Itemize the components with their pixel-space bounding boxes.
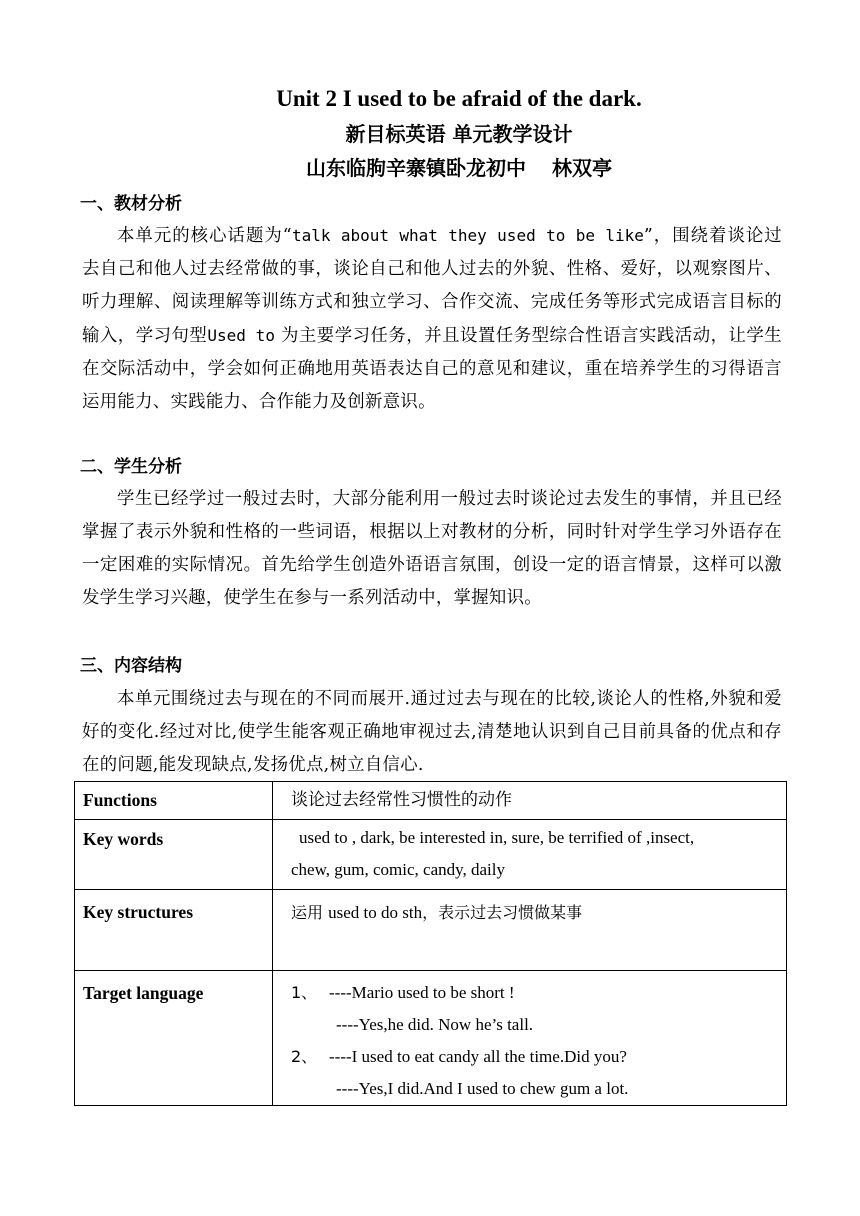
target-language-value xyxy=(273,971,787,1106)
school-author-line xyxy=(0,154,860,182)
section-heading-textbook-analysis: 一、教材分析 xyxy=(80,194,182,214)
dialogue-2-answer: ----Yes,I did.And I used to chew gum a lot. xyxy=(336,1079,629,1098)
functions-value: 谈论过去经常性习惯性的动作 xyxy=(273,782,787,820)
section-heading-content-structure: 三、内容结构 xyxy=(80,656,182,676)
key-words-value xyxy=(273,820,787,890)
author-name: 林双亭 xyxy=(552,156,612,180)
document-subtitle: 新目标英语 单元教学设计 xyxy=(345,122,573,146)
unit-summary-table xyxy=(74,781,787,1106)
dialogue-1-question: 1、 ----Mario used to be short ! xyxy=(291,983,515,1002)
key-words-label: Key words xyxy=(75,820,273,890)
section-text-student-analysis: 学生已经学过一般过去时，大部分能利用一般过去时谈论过去发生的事情，并且已经掌握了表示外貌和性格的一些词语，根据以上对教材的分析，同时针对学生学习外语存在一定困难的实际情况。首先给学生创造外语语言氛围，创设一定的语言情景，这样可以激发学生学习兴趣，使学生在参与一系列活动中，掌握知识。 xyxy=(82,489,782,608)
key-words-line-1: used to , dark, be interested in, sure, be terrified of ,insect, xyxy=(299,828,695,847)
key-words-line-2: chew, gum, comic, candy, daily xyxy=(291,860,506,879)
unit-title: Unit 2 I used to be afraid of the dark. xyxy=(276,86,642,111)
section-heading-student-analysis: 二、学生分析 xyxy=(80,457,182,477)
key-structures-value: 运用 used to do sth，表示过去习惯做某事 xyxy=(273,890,787,971)
target-language-label: Target language xyxy=(75,971,273,1106)
table-row-target-language xyxy=(75,971,787,1106)
dialogue-2-question: 2、 ----I used to eat candy all the time.Did you? xyxy=(291,1047,627,1066)
table-row-key-words xyxy=(75,820,787,890)
table-row-key-structures xyxy=(75,890,787,971)
section-text-textbook-analysis: 本单元的核心话题为“talk about what they used to be like”，围绕着谈论过去自己和他人过去经常做的事，谈论自己和他人过去的外貌、性格、爱好，以观察图片、听力理解、阅读理解等训练方式和独立学习、合作交流、完成任务等形式完成语言目标的输入，学习句型Used to 为主要学习任务，并且设置任务型综合性语言实践活动，让学生在交际活动中，学会如何正确地用英语表达自己的意见和建议，重在培养学生的习得语言运用能力、实践能力、合作能力及创新意识。 xyxy=(82,226,782,412)
dialogue-1-answer: ----Yes,he did. Now he’s tall. xyxy=(336,1015,534,1034)
functions-label: Functions xyxy=(75,782,273,820)
key-structures-label: Key structures xyxy=(75,890,273,971)
school-name: 山东临朐辛寨镇卧龙初中 xyxy=(306,156,526,180)
table-row-functions xyxy=(75,782,787,820)
section-text-content-structure: 本单元围绕过去与现在的不同而展开.通过过去与现在的比较,谈论人的性格,外貌和爱好的变化.经过对比,使学生能客观正确地审视过去,清楚地认识到自己目前具备的优点和存在的问题,能发现缺点,发扬优点,树立自信心. xyxy=(82,689,782,775)
